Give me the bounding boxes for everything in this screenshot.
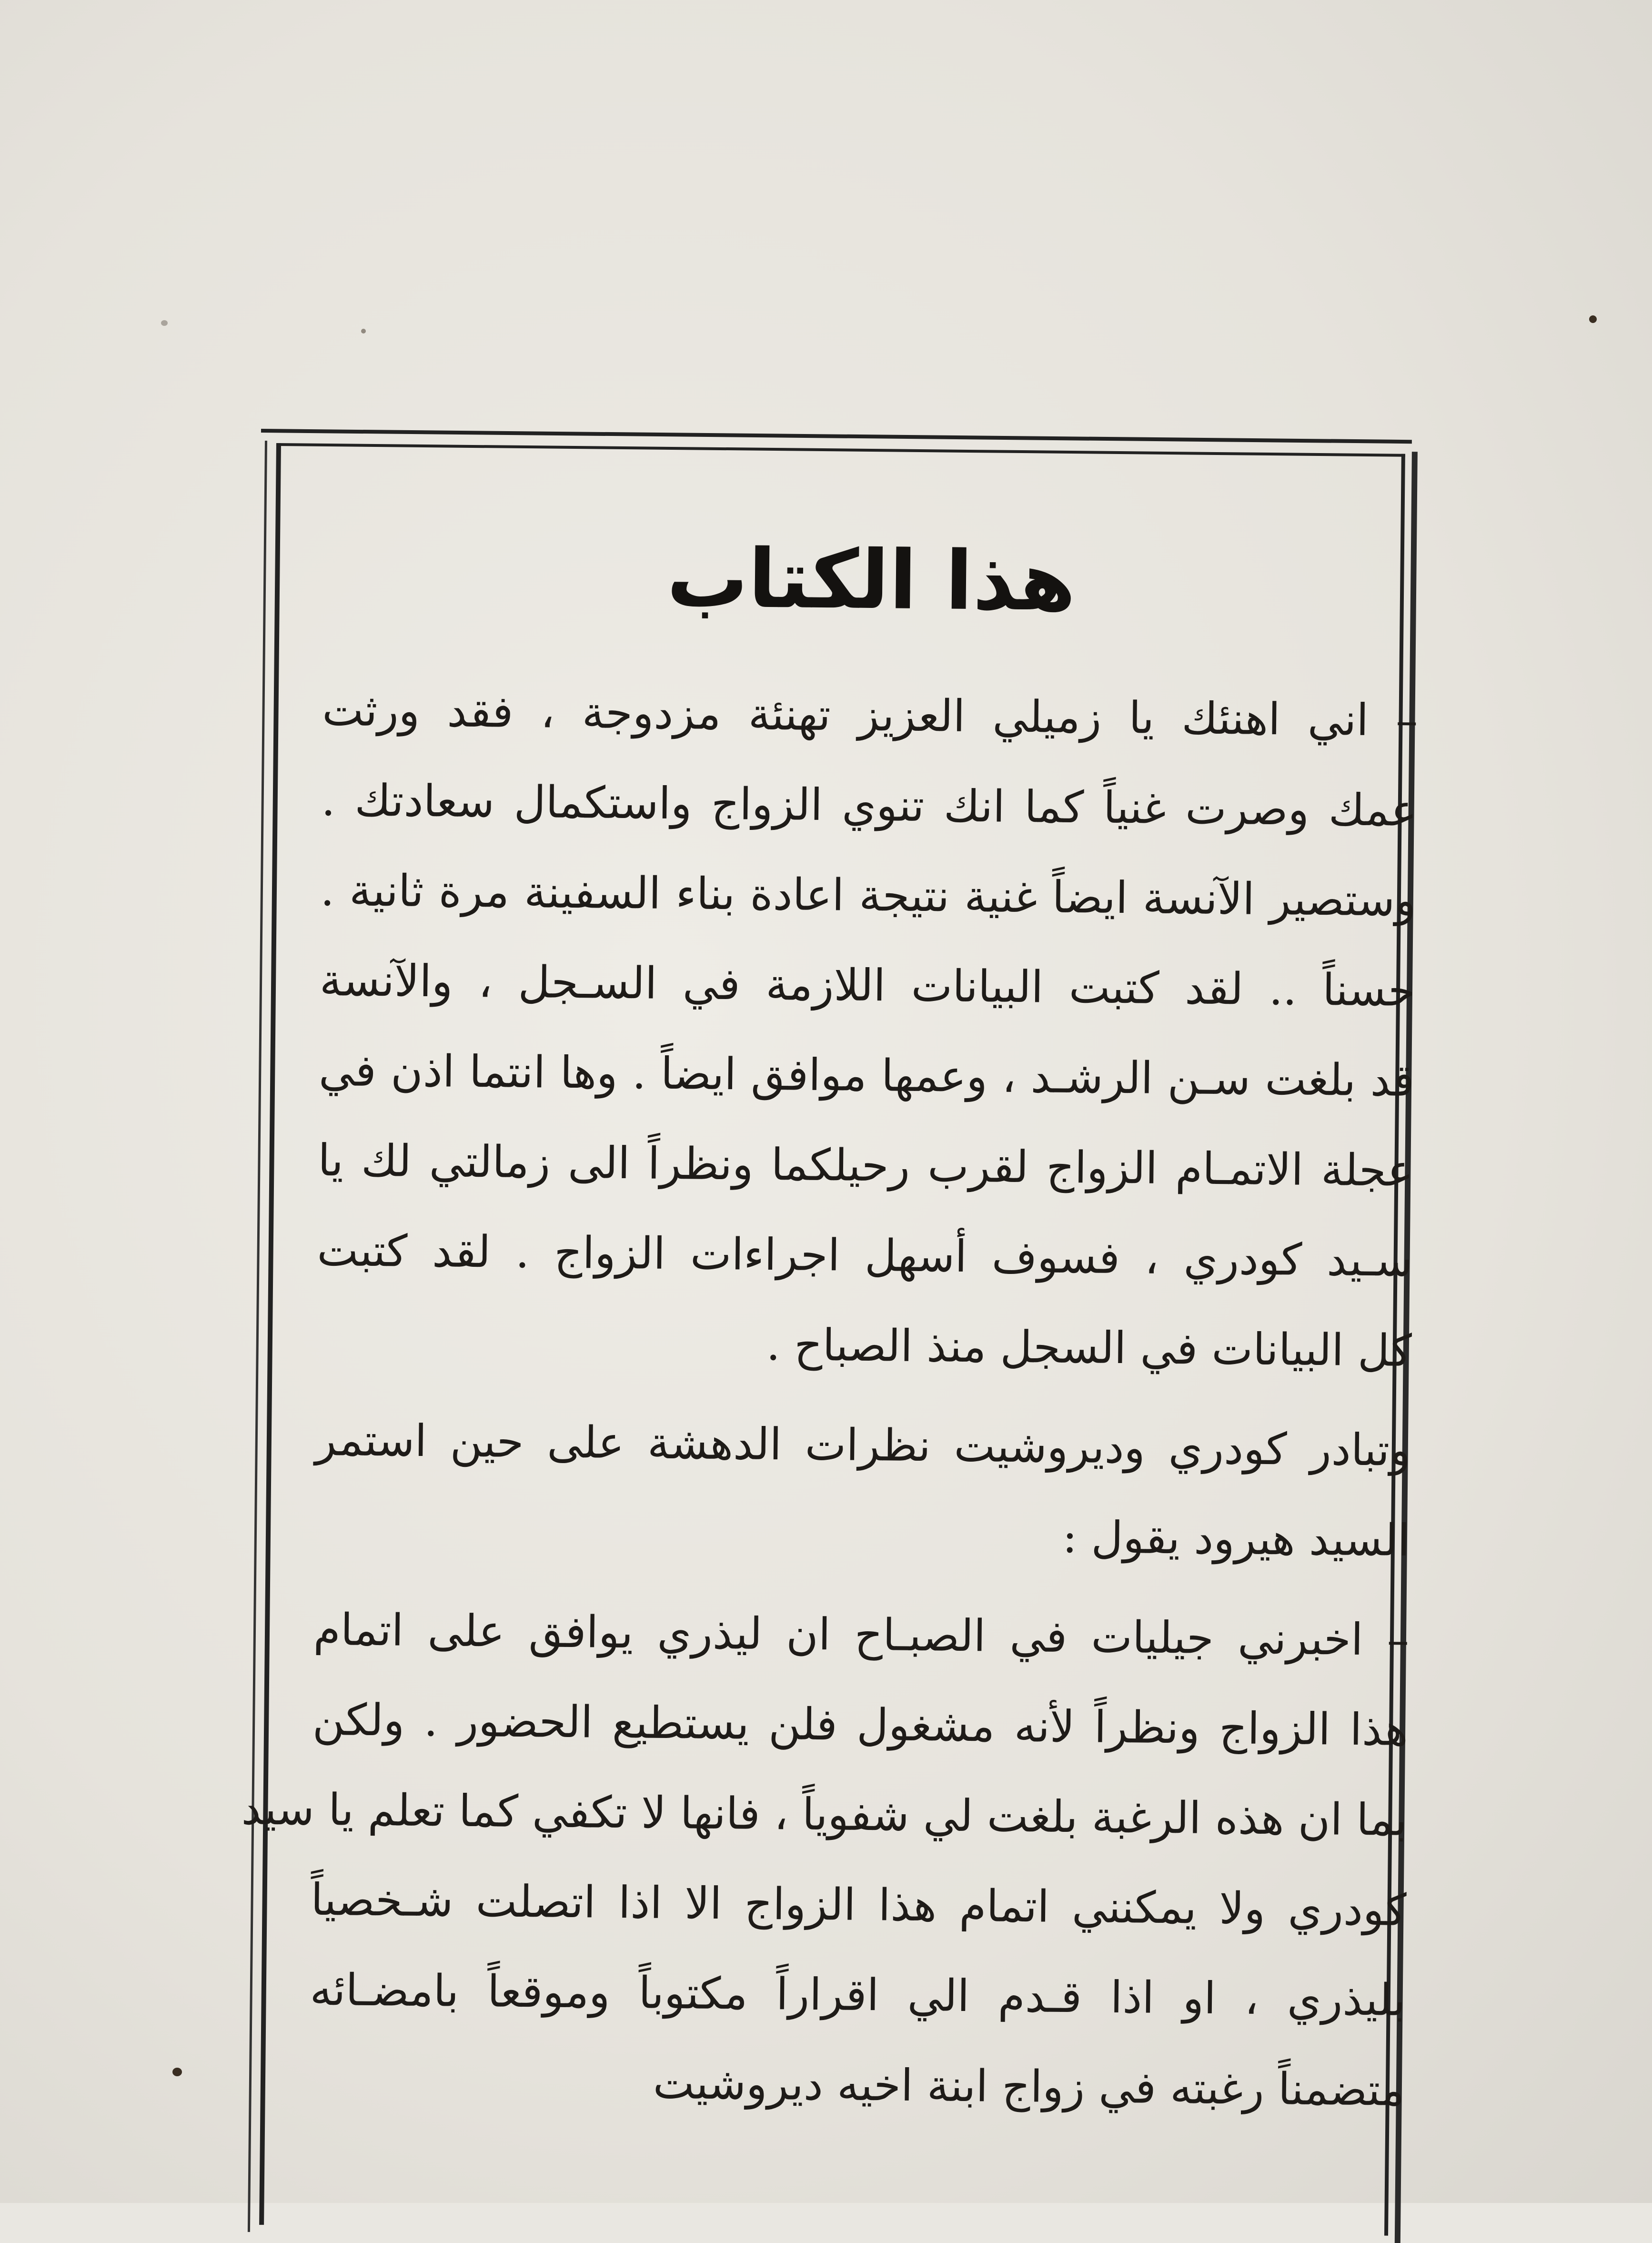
text-line: قد بلغت سـن الرشـد ، وعمها موافق ايضاً . وها انتما اذن في [318,1044,1415,1106]
text-line: – اخبرني جيليات في الصبـاح ان ليذري يوافق على اتمام [313,1604,1410,1666]
paper-speck [361,329,366,333]
paper-speck [161,320,168,326]
text-line: – اني اهنئك يا زميلي العزيز تهنئة مزدوجة ، فقد ورثت [322,684,1418,746]
text-line: بليذري ، او اذا قـدم الي اقراراً مكتوباً وموقعاً بامضـائه [310,1964,1406,2026]
text-line: حسناً .. لقد كتبت البيانات اللازمة في السـجل ، والآنسة [319,954,1416,1016]
text-line: متضمناً رغبته في زواج ابنة اخيه ديروشيت [653,2057,1405,2116]
text-line: عمك وصرت غنياً كما انك تنوي الزواج واستكمال سعادتك . [321,774,1418,836]
text-line: عجلة الاتمـام الزواج لقرب رحيلكما ونظراً الى زمالتي لك يا [317,1134,1414,1196]
text-line: بما ان هذه الرغبة بلغت لي شفوياً ، فانها لا تكفي كما تعلم يا سيد [241,1783,1408,1846]
text-line: كودري ولا يمكنني اتمام هذا الزواج الا اذا اتصلت شـخصياً [310,1874,1407,1936]
paragraph [314,1395,1411,1586]
text-line: هذا الزواج ونظراً لأنه مشغول فلن يستطيع الحضور . ولكن [312,1694,1409,1756]
page-title: هذا الكتاب [666,531,1077,630]
text-line: سـيد كودري ، فسوف أسهل اجراءات الزواج . لقد كتبت [317,1224,1413,1286]
text-line: وستصير الآنسة ايضاً غنية نتيجة اعادة بناء السفينة مرة ثانية . [320,864,1417,926]
paper-speck [1589,315,1597,323]
paragraph [316,665,1418,1396]
text-line: كل البيانات في السجل منذ الصباح . [766,1319,1412,1376]
paper-speck [172,2068,182,2076]
book-page-content [241,528,1420,2135]
text-line: السيد هيرود يقول : [1062,1511,1410,1566]
text-line: وتبادر كودري وديروشيت نظرات الدهشة على حين استمر [315,1414,1411,1476]
paragraph [241,1585,1410,2135]
